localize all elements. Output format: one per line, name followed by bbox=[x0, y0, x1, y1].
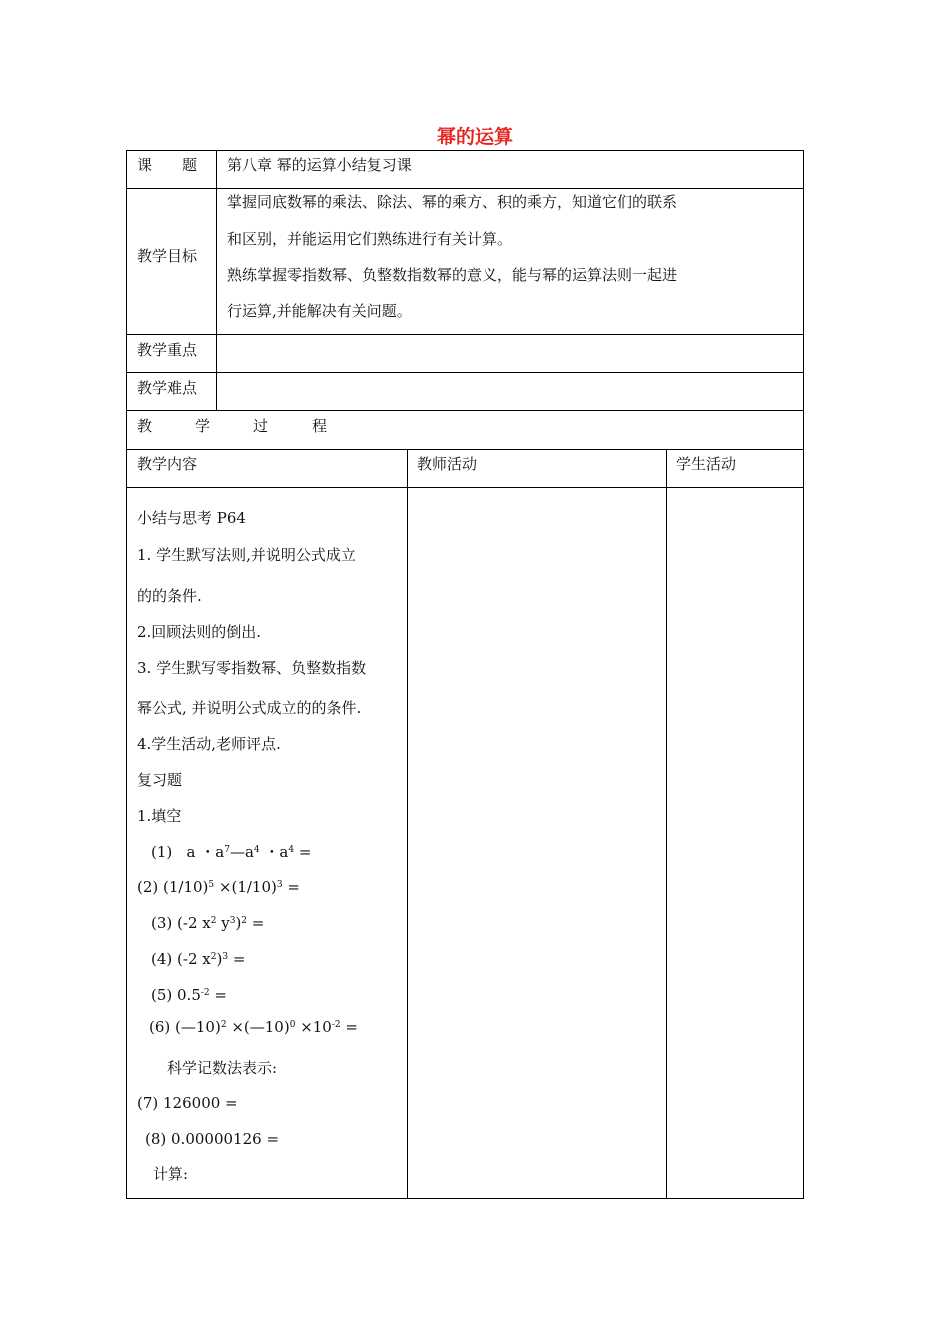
page-title: 幂的运算 bbox=[436, 126, 513, 148]
difficulty-label: 教学难点 bbox=[137, 379, 198, 397]
exercise-6: (6) (—10)$^2$ ×(—10)$^0$ $\times 10^{-2}$ = bbox=[149, 1018, 358, 1036]
content-line: 的的条件. bbox=[137, 587, 202, 605]
row-divider bbox=[127, 372, 803, 373]
content-line: 复习题 bbox=[137, 771, 183, 789]
exercise-5: (5) $0.5^{-2}$ = bbox=[151, 986, 227, 1004]
content-line: 1. 学生默写法则,并说明公式成立 bbox=[137, 546, 356, 564]
exercise-4: (4) (-2 $x^2)^3$ = bbox=[151, 950, 246, 968]
process-char: 教 bbox=[137, 417, 153, 435]
content-line: 计算: bbox=[153, 1165, 189, 1183]
goal-line: 熟练掌握零指数幂、负整数指数幂的意义，能与幂的运算法则一起进 bbox=[227, 266, 678, 284]
content-line: 幂公式, 并说明公式成立的的条件. bbox=[137, 699, 362, 717]
process-char: 过 bbox=[253, 417, 269, 435]
column-header-content: 教学内容 bbox=[137, 455, 198, 473]
exercise-7: (7) 126000 = bbox=[137, 1094, 238, 1112]
content-line: 科学记数法表示: bbox=[167, 1059, 278, 1077]
content-line: 小结与思考 P64 bbox=[137, 509, 246, 527]
process-char: 学 bbox=[195, 417, 211, 435]
key-point-label: 教学重点 bbox=[137, 341, 198, 359]
process-char: 程 bbox=[312, 417, 328, 435]
exercise-3: (3) (-2 $x^2$ $y^3)^2$ = bbox=[151, 914, 265, 932]
exercise-2: (2) $(1/10)^5 \times(1/10)^3$ = bbox=[137, 878, 300, 896]
column-divider bbox=[407, 449, 408, 1198]
row-divider bbox=[127, 487, 803, 488]
column-header-teacher: 教师活动 bbox=[417, 455, 478, 473]
goal-line: 行运算,并能解决有关问题。 bbox=[227, 302, 412, 320]
row-divider bbox=[127, 334, 803, 335]
topic-value: 第八章 幂的运算小结复习课 bbox=[227, 156, 412, 174]
topic-label: 课 题 bbox=[137, 156, 198, 174]
row-divider bbox=[127, 188, 803, 189]
exercise-8: (8) 0.00000126 = bbox=[145, 1130, 280, 1148]
content-line: 1.填空 bbox=[137, 807, 182, 825]
goal-line: 和区别，并能运用它们熟练进行有关计算。 bbox=[227, 230, 513, 248]
lesson-plan-table bbox=[126, 150, 804, 1199]
content-line: 2.回顾法则的倒出. bbox=[137, 623, 262, 641]
column-divider bbox=[216, 151, 217, 410]
goal-label: 教学目标 bbox=[137, 247, 198, 265]
content-line: 3. 学生默写零指数幂、负整数指数 bbox=[137, 659, 367, 677]
content-line: 4.学生活动,老师评点. bbox=[137, 735, 281, 753]
exercise-1: (1) a ・$a^7—a^4$ ・$a^4$ = bbox=[151, 843, 312, 861]
column-header-student: 学生活动 bbox=[676, 455, 737, 473]
row-divider bbox=[127, 410, 803, 411]
goal-line: 掌握同底数幂的乘法、除法、幂的乘方、积的乘方，知道它们的联系 bbox=[227, 193, 678, 211]
row-divider bbox=[127, 449, 803, 450]
column-divider bbox=[666, 449, 667, 1198]
